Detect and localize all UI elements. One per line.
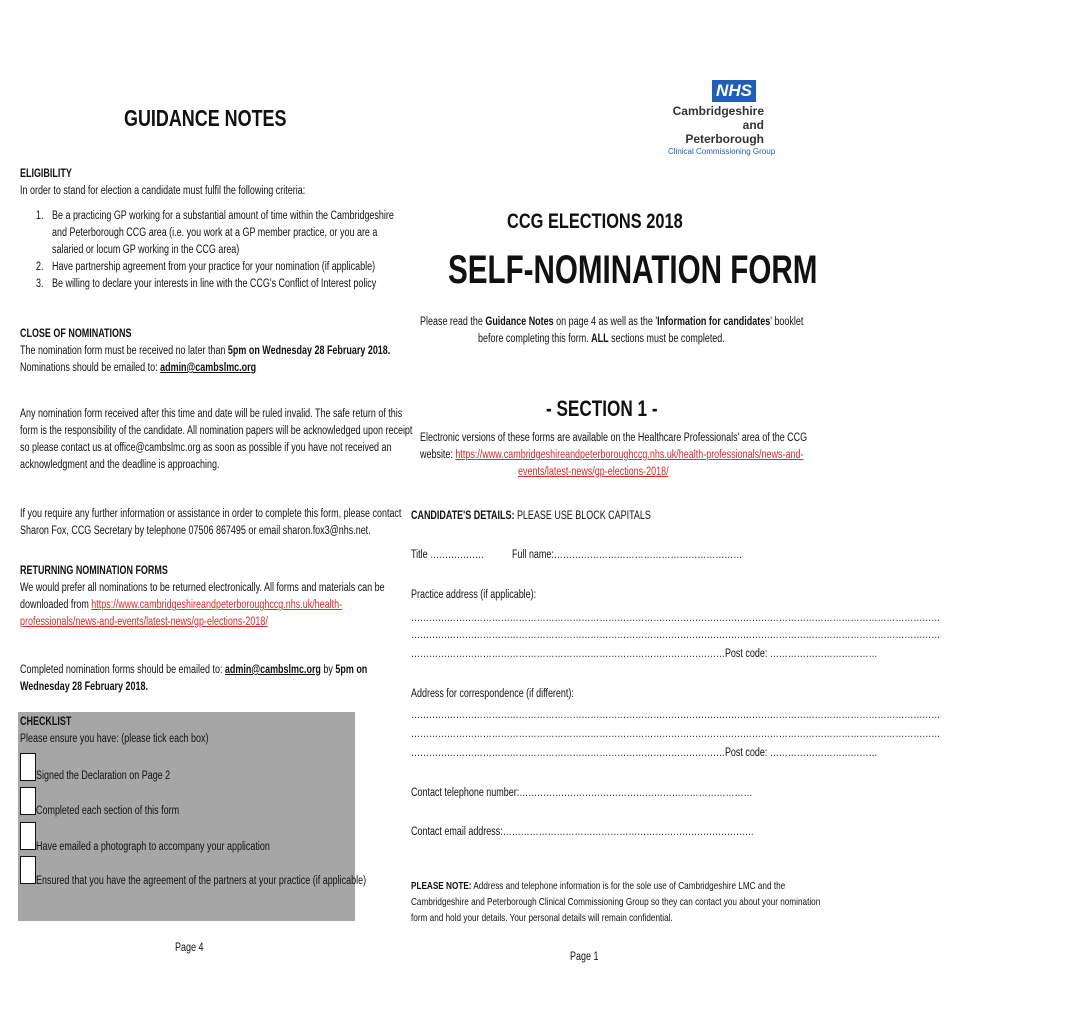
nhs-logo: NHS xyxy=(712,80,756,102)
late-notice: Any nomination form received after this time and date will be ruled invalid. The safe return of this form is the responsibility of the candidate. All nomination papers will be acknowledged upon receipt so please contact us at office@cambslmc.org as soon as possible if you have not received an acknowledgment and the deadline is approaching. xyxy=(20,408,413,471)
practice-address-line[interactable]: …………………………………………………………………………………………………………………………………………………………… xyxy=(411,612,941,624)
elections-title: CCG ELECTIONS 2018 xyxy=(507,210,683,233)
completed-email-link[interactable]: admin@cambslmc.org xyxy=(224,664,321,676)
checklist-intro: Please ensure you have: (please tick each box) xyxy=(20,733,209,745)
close-of-nominations: CLOSE OF NOMINATIONS The nomination form must be received no later than 5pm on Wednesday 28 February 2018. Nominations should be emailed to: admin@cambslmc.org xyxy=(20,328,391,374)
title-field[interactable]: Title ……………… xyxy=(411,549,484,561)
contact-info: If you require any further information or assistance in order to complete this form, please contact Sharon Fox, CCG Secretary by telephone 07506 867495 or email sharon.fox3@nhs.net. xyxy=(20,508,402,537)
form-title: SELF-NOMINATION FORM xyxy=(448,248,818,292)
org-line-3: Clinical Commissioning Group xyxy=(668,147,776,156)
close-heading: CLOSE OF NOMINATIONS xyxy=(20,328,132,340)
practice-postcode-line[interactable]: ……………………………………………………………………………………………Post code: ……………………………… xyxy=(411,648,878,660)
practice-address-line[interactable]: …………………………………………………………………………………………………………………………………………………………… xyxy=(411,629,941,641)
email-field[interactable]: Contact email address:………………………………………………………………………… xyxy=(411,826,754,838)
phone-field[interactable]: Contact telephone number:…………………………………………………………………… xyxy=(411,787,753,799)
org-line-2: Peterborough xyxy=(685,132,764,146)
checkbox[interactable] xyxy=(20,753,36,781)
read-instructions: Please read the Guidance Notes on page 4 as well as the 'Information for candidates' booklet before completing this form. ALL sections must be completed. xyxy=(420,316,804,345)
eligibility-section xyxy=(20,166,386,200)
practice-address-label: Practice address (if applicable): xyxy=(411,589,537,601)
download-link[interactable]: https://www.cambridgeshireandpeterboroughccg.nhs.uk/health- xyxy=(91,599,343,611)
checkbox[interactable] xyxy=(20,822,36,850)
checkbox[interactable] xyxy=(20,787,36,815)
org-line-1: Cambridgeshire and xyxy=(672,104,764,132)
electronic-versions: Electronic versions of these forms are available on the Healthcare Professionals' area of the CCG website: https://www.cambridgeshireandpeterboroughccg.nhs.uk/health-professionals/news-and- events/latest-news/gp-elections-2018/ xyxy=(420,432,808,478)
section-heading: - SECTION 1 - xyxy=(546,396,658,421)
checklist-item: Ensured that you have the agreement of the partners at your practice (if applicable) xyxy=(36,875,367,887)
website-link[interactable]: https://www.cambridgeshireandpeterboroughccg.nhs.uk/health-professionals/news-and- xyxy=(455,449,804,461)
admin-email-link[interactable]: admin@cambslmc.org xyxy=(160,362,257,374)
checklist-heading: CHECKLIST xyxy=(20,716,72,728)
candidate-details-heading: CANDIDATE'S DETAILS: PLEASE USE BLOCK CAPITALS xyxy=(411,510,651,522)
completed-forms: Completed nomination forms should be emailed to: admin@cambslmc.org by 5pm on Wednesday 28 February 2018. xyxy=(20,664,368,693)
checklist-item: Signed the Declaration on Page 2 xyxy=(36,770,171,782)
correspondence-label: Address for correspondence (if different): xyxy=(411,688,574,700)
checkbox[interactable] xyxy=(20,856,36,884)
full-name-field[interactable]: Full name:……………………………………………………… xyxy=(512,549,743,561)
eligibility-heading: ELIGIBILITY xyxy=(20,168,72,180)
org-name xyxy=(668,104,776,157)
checklist-item: Have emailed a photograph to accompany your application xyxy=(36,841,270,853)
website-link-cont[interactable]: events/latest-news/gp-elections-2018/ xyxy=(518,466,669,478)
guidance-title: GUIDANCE NOTES xyxy=(124,105,287,131)
correspondence-postcode-line[interactable]: ……………………………………………………………………………………………Post code: ……………………………… xyxy=(411,747,878,759)
checklist-panel xyxy=(18,712,367,921)
checklist-item: Completed each section of this form xyxy=(36,805,180,817)
returning-forms: RETURNING NOMINATION FORMS We would prefer all nominations to be returned electronically. All forms and materials can be downloaded from https://www.cambridgeshireandpeterboroughccg.nhs.uk/health- professionals/news-and-events/latest-news/gp-elections-2018/ xyxy=(20,565,385,628)
correspondence-line[interactable]: …………………………………………………………………………………………………………………………………………………………… xyxy=(411,728,941,740)
download-link-cont[interactable]: professionals/news-and-events/latest-news/gp-elections-2018/ xyxy=(20,616,268,628)
returning-heading: RETURNING NOMINATION FORMS xyxy=(20,565,168,577)
page-number-right: Page 1 xyxy=(570,951,599,963)
please-note: PLEASE NOTE: Address and telephone information is for the sole use of Cambridgeshire LMC and the Cambridgeshire and Peterborough Clinical Commissioning Group so they can contact you about your nomination form and hold your details. Your personal details will remain confidential. xyxy=(411,880,821,924)
page-number-left: Page 4 xyxy=(175,942,204,954)
correspondence-line[interactable]: …………………………………………………………………………………………………………………………………………………………… xyxy=(411,709,941,721)
eligibility-intro: In order to stand for election a candidate must fulfil the following criteria: xyxy=(20,185,306,197)
